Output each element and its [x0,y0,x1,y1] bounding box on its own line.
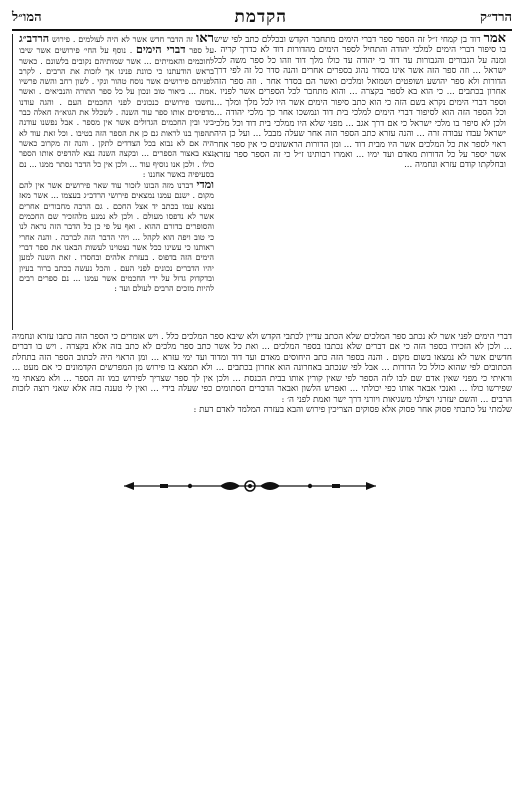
main-body: מתחבר הקדש ובכללם כתב לפי שיש בו סיפור דברי הימים למלכי יהודה והתחיל לספר הימים מהדורות דוד לא כדרך קריה . ומנה על הגבורים והגבורות עד דוד כי יהודה עד כולו מלך דוד וזהו כל ספר משה לכל ישראל ... וזה ספר הזה אשר אינו בסדר נהוג בספרים אחרים והנה סדר כל זה לפי דרך הדורות ולא ספר יהושע ושופטים ושמואל ומלכים ואשר הם בסדר אחר . וזה ספר הזה אחרון בכתבים ... כי הוא בא לספר בקצרה ... והוא מתחבר לכל הספרים אשר לפניו . וספר דברי הימים נקרא בשם הזה כי הוא כתב סיפור הימים אשר היו לכל מלך ומלך ... וכל הספר הזה הוא לסיפור דברי הימים למלכי בית דוד ונמשכו אחר כך מלכי יהודה ... ולכן לא סיפר בו מלכי ישראל כי אם דרך אגב ... מפני שלא היו ממלכי בית דוד וכל מלכי ישראל עבדו עבודה זרה ... והנה עזרא כתב הספר הזה אחר שעלה מבבל ... ועל כן היה ראוי לספר את כל המלכים אשר היו מבית דוד ... ומן הדורות הראשונים כי אין ספר אחר אשר יספר על כל הדורות מאדם ועד ימיו ... ואמרו רבותינו ז״ל כי זה הספר ספר עזרא ובחלקתו קודם עזרא ונחמיה ... [214,35,506,171]
commentary-book-cont: . נוסף על החי׳ [83,46,133,56]
main-opening: דוד בן קמחי ז״ל זה הספר ספר דברי הימים [338,35,481,45]
commentary-intro: זה הדבר חדש אשר לא היה לעולמים . פירוש [52,35,194,44]
commentary-body: פירושים אשר שיבו לחוכמים והאמיתים ... אשר שמותיהם נקובים בלשונם . כאשר בראש הודעתנו כי כוונת פנינו אך לזכות את הרבים . לקרב לפניהם פירושים אשר נוסח טהור ונקי . לשון רחב והשה פרשיו אמת ... ביאור טוב ונכון על כל ספר התורה והנביאים . ואשר נחשבו פירושים כנכונים לפני החכמים העם . והגה עודנו מדפיסים אותו ספר עוד השנה . לשכלל את הגוא״ה חאלה כבר ביני ובין החכמים הגדולים אשר אין מספר . אבל נפשנו עודנה תהפוך בנו לראות גם כן את הספר הזה בטיבו . וכל זאת עוד לא היה אם לא נבוא בכל הצדדים לתקן . והנה זה מקרוב כאשר נצא באצור הספרים ... ובקצה השנה נצא להדפיס אותו הספר כולו . ולכן אנו נוסיף עוד ... ולכן אין כל הדבר נסתר ממנו ... [19,46,214,169]
commentary-book-title: דברי הימים [136,43,186,57]
decorative-ornament [120,478,380,494]
header-rule [12,29,512,31]
commentary-lead-word: ראו [195,34,214,46]
full-body: דברי הימים לפני אשר לא נכתב ספר המלכים שלא הכתב עדיין לכתבי הקדש ולא שיבא ספר המלכים כלל . ויש אומרים כי הספר הזה כתבו עזרא ונחמיה ... ולכן לא הזכירו בספר הזה כי אם דברים שלא נכתבו בספר המלכים ... ואת כל אשר כתב ספר מלכים לא כתב בזה אלא בקצרה . ויש בו דברים חדשים אשר לא נמצאו בשום מקום . והנה בספר הזה כתב היחוסים מאדם ועד דוד ומדוד ועד ימי עזרא ... ומן הראוי היה לכתוב הספר הזה בתחלת הכתובים לפי שהוא כולל כל הדורות ... אבל לפי שנכתב באחרונה הוא אחרון בכתבים ... ולא תמצא בו פירוש מן המפרשים הקדמונים כי אם מעט ... וראיתי כי מפני שאין אדם שם לבו לזה הספר לפי שאין קורין אותו בבית הכנסת ... ולכן אין לך ספר שצריך לפירוש כמו זה הספר ... ולא מצאתי מי שפירשו כולו ... ואנכי אבאר אותו כפי יכולתי ... ואפרש הלשון ואבאר הדברים הסתומים כפי שעלה בידי ... ואין לי טענה בזה אלא שאני רוצה לזכות הרבים ... והשם יעזרני ויצילני משגיאות ויורני דרך ישר ואמת לפני ה׳ : [12,332,512,405]
commentary-heading: הרדב״ג [19,34,50,45]
commentary-column [12,34,214,330]
header-left: המו״ל [12,10,42,25]
running-head [12,6,512,28]
commentary-lead-word-2: ומדי [196,178,214,192]
full-tail: שלמתי על כתבתי פסוק אחר פסוק אלא פסוקים הצריכין פירוש והבא בעזרה המלמד לאדם דעת : [193,405,512,416]
page [12,6,512,786]
main-column [214,34,512,330]
commentary-body-2: דברנו מזה הבונו לזכור עוד שאר פירושים אשר אין להם מקום . ישנם עמנו נמצאים פירושי הרדב״ג בעצמו ... אשר מאז נמצא עמו בכתב יד אצל החכם . גם הרבה מחבורים אחרים אשר לא נדפסו מעולם . ולכן לא נמנע מלהזכיר שם החכמים והסופרים בדורם ההוא . ואף על פי כן כל הדבר הזה נראה לנו כי טוב ויפה הוא לקהל ... ויהי הדבר הזה לברכה . והנה אחרי ראותנו כי עשינו ככל אשר נצטוינו לעשות הבאנו את ספר דברי הימים הזה בדפוס . בעזרת אלהים ובחסדו . זאת השנה למען יהיו הדברים נכונים לפני העם . והכל נעשה בכתב ברור בעיון ובדקדוק גדול על ידי החכמים אשר עמנו ... [19,181,214,283]
header-center: הקדמת [234,7,288,27]
commentary-heading-cont: על ספר [189,46,214,56]
header-right: הרד״ק [479,10,512,25]
main-lead-word: אמר [483,34,507,46]
commentary-mid: נם בסעיפיה באשר אחננו : [19,159,214,179]
commentary-closing: נם ספרים רבים להיות מזכים הרבים לעולם ועד : [19,273,214,294]
full-width-text [12,332,512,492]
two-column-block [12,34,512,330]
